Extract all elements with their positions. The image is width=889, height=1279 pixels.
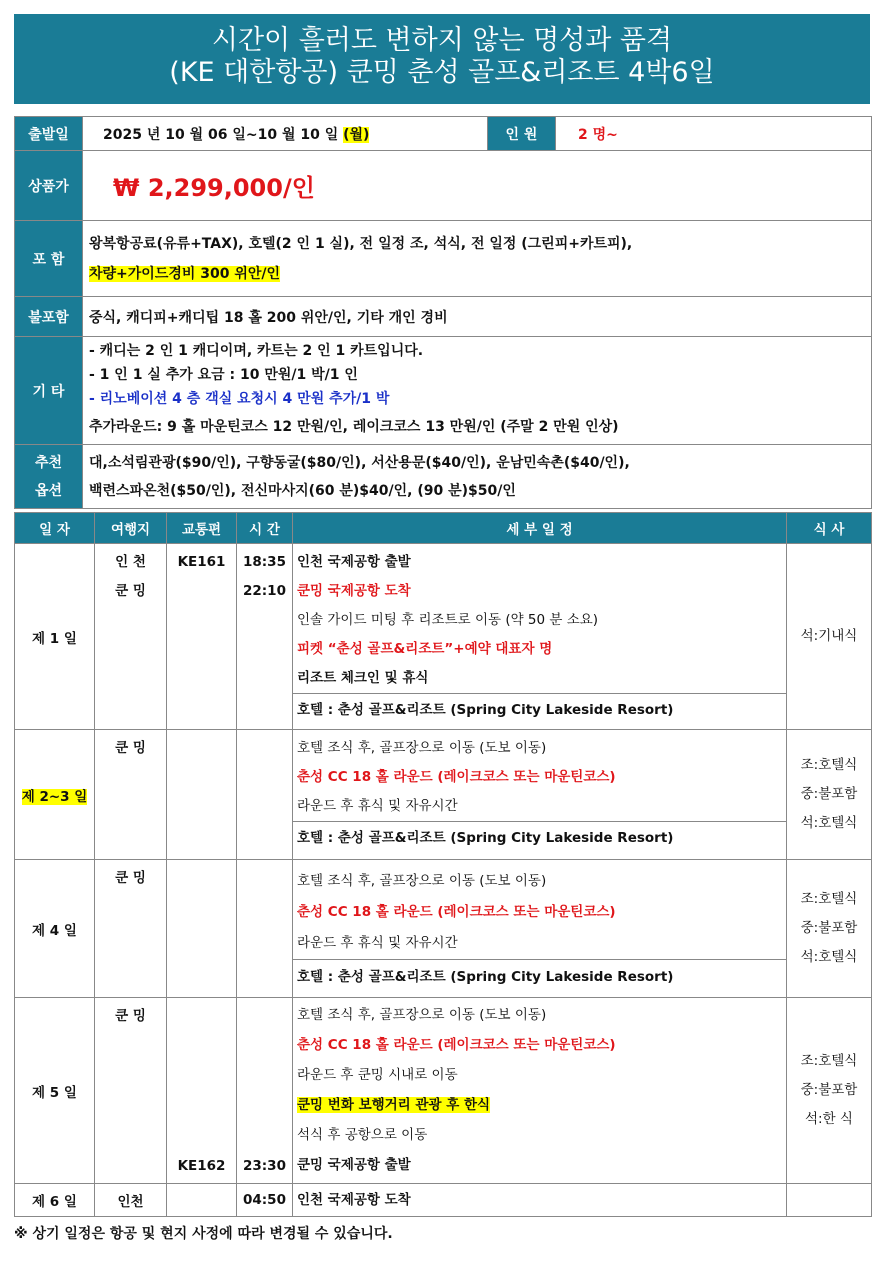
- option-line-2: 백련스파온천($50/인), 전신마사지(60 분)$40/인, (90 분)$50/인: [89, 482, 516, 499]
- transport-cell: [167, 860, 237, 998]
- detail-item: 라운드 후 휴식 및 자유시간: [297, 935, 458, 951]
- detail-item: 쿤밍 번화 보행거리 관광 후 한식: [297, 1097, 491, 1113]
- meal-item: 중:불포함: [800, 1082, 858, 1098]
- detail-item: 쿤밍 국제공항 도착: [297, 583, 411, 599]
- meal-item: 조:호텔식: [800, 891, 858, 907]
- title-line-2: (KE 대한항공) 쿤밍 춘성 골프&리조트 4박6일: [169, 57, 715, 88]
- transport-cell: [167, 730, 237, 860]
- schedule-row-day4: [15, 860, 872, 998]
- flight-number: KE161: [177, 554, 226, 570]
- meal-cell: 석:기내식: [787, 544, 872, 730]
- header-transport: 교통편: [167, 513, 237, 544]
- detail-cell: [293, 998, 787, 1184]
- footer-note: ※ 상기 일정은 항공 및 현지 사정에 따라 변경될 수 있습니다.: [14, 1226, 393, 1242]
- place: 인 천: [115, 554, 146, 570]
- place: 인천: [95, 1184, 167, 1217]
- schedule-row-day6: [15, 1184, 872, 1217]
- detail-item: 인천 국제공항 도착: [297, 1191, 411, 1208]
- detail-cell: [293, 730, 787, 860]
- detail-item: 호텔 조식 후, 골프장으로 이동 (도보 이동): [297, 1007, 547, 1023]
- time-cell: [237, 730, 293, 860]
- people-value: 2 명~: [556, 117, 872, 151]
- meal-item: 조:호텔식: [800, 1053, 858, 1069]
- detail-item: 춘성 CC 18 홀 라운드 (레이크코스 또는 마운틴코스): [297, 769, 616, 785]
- flight-number: KE162: [177, 1158, 226, 1174]
- etc-line: - 1 인 1 실 추가 요금 : 10 만원/1 박/1 인: [89, 366, 358, 383]
- time-cell: [237, 998, 293, 1184]
- departure-weekday: (월): [343, 126, 370, 143]
- detail-cell: [293, 1184, 787, 1217]
- detail-item: 피켓 “춘성 골프&리조트”+예약 대표자 명: [297, 641, 553, 657]
- meal-item: 석:한 식: [805, 1111, 853, 1127]
- title-line-1: 시간이 흘러도 변하지 않는 명성과 품격: [211, 25, 673, 56]
- option-label: [15, 445, 83, 509]
- detail-cell: [293, 860, 787, 998]
- price-value: ₩ 2,299,000/인: [83, 151, 872, 221]
- option-line-1: 대,소석림관광($90/인), 구향동굴($80/인), 서산용문($40/인), 운남민속촌($40/인),: [89, 454, 630, 471]
- meal-item: 조:호텔식: [800, 757, 858, 773]
- include-value: [83, 221, 872, 297]
- header-meal: 식 사: [787, 513, 872, 544]
- people-label: 인 원: [488, 117, 556, 151]
- place: 쿤 밍: [115, 583, 146, 599]
- header-place: 여행지: [95, 513, 167, 544]
- place-cell: [95, 998, 167, 1184]
- transport-cell: [167, 998, 237, 1184]
- time: 22:10: [243, 583, 286, 599]
- meal-cell: [787, 998, 872, 1184]
- day-label: 제 1 일: [15, 544, 95, 730]
- hotel-line: 호텔 : 춘성 골프&리조트 (Spring City Lakeside Resort): [293, 959, 786, 994]
- time-cell: [237, 544, 293, 730]
- exclude-label: 불포함: [15, 297, 83, 337]
- hotel-line: 호텔 : 춘성 골프&리조트 (Spring City Lakeside Resort): [293, 693, 786, 726]
- place-cell: [95, 860, 167, 998]
- header-day: 일 자: [15, 513, 95, 544]
- etc-line: - 리노베이션 4 층 객실 요청시 4 만원 추가/1 박: [89, 390, 390, 407]
- departure-value: [83, 117, 488, 151]
- day-label: 제 5 일: [15, 998, 95, 1184]
- detail-item: 라운드 후 휴식 및 자유시간: [297, 798, 458, 814]
- title-banner: [14, 14, 870, 104]
- option-label-2: 옵션: [34, 482, 63, 499]
- etc-value: [83, 337, 872, 445]
- detail-item: 라운드 후 쿤밍 시내로 이동: [297, 1067, 458, 1083]
- time: 23:30: [243, 1158, 286, 1174]
- exclude-value: 중식, 캐디피+캐디팁 18 홀 200 위안/인, 기타 개인 경비: [83, 297, 872, 337]
- schedule-row-day1: [15, 544, 872, 730]
- meal-item: 중:불포함: [800, 920, 858, 936]
- detail-item: 인천 국제공항 출발: [297, 554, 411, 570]
- include-line-2: 차량+가이드경비 300 위안/인: [89, 265, 281, 282]
- departure-dates: 2025 년 10 월 06 일~10 월 10 일: [103, 126, 339, 143]
- time: 18:35: [243, 554, 286, 570]
- transport-cell: [167, 544, 237, 730]
- place: 쿤 밍: [115, 870, 146, 886]
- place: 쿤 밍: [115, 1008, 146, 1024]
- meal-cell: [787, 1184, 872, 1217]
- detail-item: 인솔 가이드 미팅 후 리조트로 이동 (약 50 분 소요): [297, 612, 599, 628]
- etc-line: 추가라운드: 9 홀 마운틴코스 12 만원/인, 레이크코스 13 만원/인 (주말 2 만원 인상): [89, 418, 619, 435]
- schedule-table: [14, 512, 872, 1217]
- price-label: 상품가: [15, 151, 83, 221]
- day-label: 제 2~3 일: [21, 788, 88, 805]
- place-cell: [95, 730, 167, 860]
- schedule-row-day5: [15, 998, 872, 1184]
- option-value: [83, 445, 872, 509]
- include-line-1: 왕복항공료(유류+TAX), 호텔(2 인 1 실), 전 일정 조, 석식, 전 일정 (그린피+카트피),: [89, 235, 633, 252]
- detail-item: 리조트 체크인 및 휴식: [297, 670, 429, 686]
- etc-label: 기 타: [15, 337, 83, 445]
- place: 쿤 밍: [115, 740, 146, 756]
- day-label: 제 6 일: [15, 1184, 95, 1217]
- option-label-1: 추천: [34, 454, 63, 471]
- departure-label: 출발일: [15, 117, 83, 151]
- meal-cell: [787, 860, 872, 998]
- header-detail: 세 부 일 정: [293, 513, 787, 544]
- meal-item: 석:호텔식: [800, 815, 858, 831]
- day-label: 제 4 일: [15, 860, 95, 998]
- place-cell: [95, 544, 167, 730]
- info-table: [14, 116, 872, 509]
- meal-item: 석:호텔식: [800, 949, 858, 965]
- schedule-row-day23: [15, 730, 872, 860]
- etc-line: - 캐디는 2 인 1 캐디이며, 카트는 2 인 1 카트입니다.: [89, 342, 424, 359]
- header-time: 시 간: [237, 513, 293, 544]
- detail-item: 춘성 CC 18 홀 라운드 (레이크코스 또는 마운틴코스): [297, 1037, 616, 1053]
- meal-item: 중:불포함: [800, 786, 858, 802]
- detail-item: 춘성 CC 18 홀 라운드 (레이크코스 또는 마운틴코스): [297, 904, 616, 920]
- transport-cell: [167, 1184, 237, 1217]
- time: 04:50: [237, 1184, 293, 1217]
- meal-cell: [787, 730, 872, 860]
- detail-item: 호텔 조식 후, 골프장으로 이동 (도보 이동): [297, 873, 547, 889]
- time-cell: [237, 860, 293, 998]
- detail-item: 석식 후 공항으로 이동: [297, 1127, 428, 1143]
- include-label: 포 함: [15, 221, 83, 297]
- detail-cell: [293, 544, 787, 730]
- hotel-line: 호텔 : 춘성 골프&리조트 (Spring City Lakeside Resort): [293, 821, 786, 854]
- detail-item: 쿤밍 국제공항 출발: [297, 1157, 411, 1173]
- detail-item: 호텔 조식 후, 골프장으로 이동 (도보 이동): [297, 740, 547, 756]
